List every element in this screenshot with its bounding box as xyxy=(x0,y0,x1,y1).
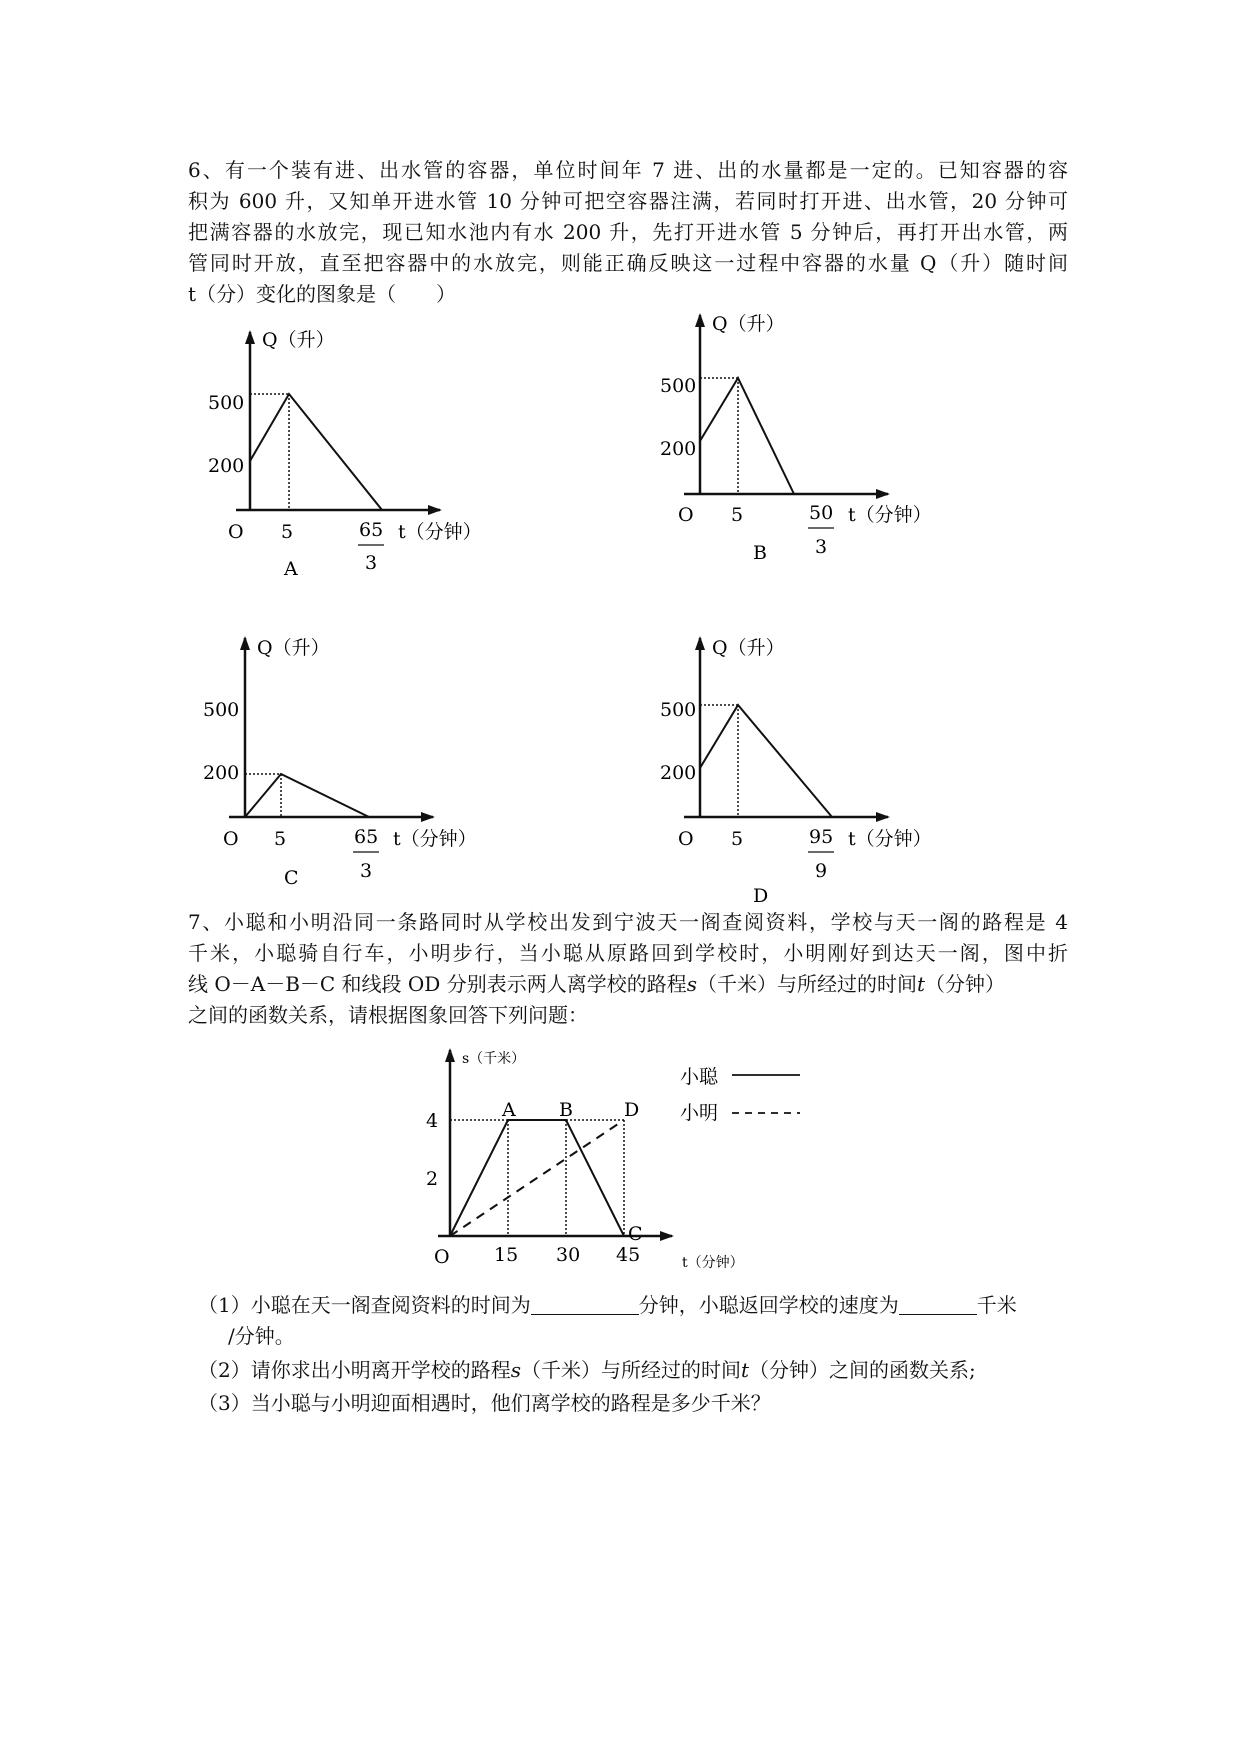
q2-var-s: s xyxy=(510,1358,521,1382)
graph-b-line xyxy=(700,378,794,494)
q6-line-1: 6、有一个装有进、出水管的容器，单位时间年 7 进、出的水量都是一定的。已知容器的容 xyxy=(188,158,1068,182)
graph-a-group xyxy=(208,329,482,580)
q7-line-3-c: （分钟） xyxy=(925,972,1006,996)
q7-var-t: t xyxy=(916,972,926,996)
graph-d-line xyxy=(700,705,832,817)
graph-a-frac-den: 3 xyxy=(365,552,378,574)
chart7-label-b: B xyxy=(559,1099,573,1121)
chart7-xtick-45: 45 xyxy=(616,1244,641,1266)
q1-answer-blank-2[interactable] xyxy=(899,1294,977,1315)
q7-line-1: 7、小聪和小明沿同一条路同时从学校出发到宁波天一阁查阅资料，学校与天一阁的路程是 4 xyxy=(188,910,1068,934)
q7-line-2: 千米，小聪骑自行车，小明步行，当小聪从原路回到学校时，小明刚好到达天一阁，图中折 xyxy=(188,941,1068,965)
graph-c-xlabel: t（分钟） xyxy=(393,828,477,850)
graph-c-ytick-500: 500 xyxy=(203,699,240,721)
graph-b-xlabel: t（分钟） xyxy=(848,504,932,526)
chart7-ytick-4: 4 xyxy=(426,1110,439,1132)
graph-d-frac-den: 9 xyxy=(815,860,828,882)
q7-line-3-a: 线 O－A－B－C 和线段 OD 分别表示两人离学校的路程 xyxy=(188,972,687,996)
graph-d-ytick-500: 500 xyxy=(660,699,697,721)
chart-7 xyxy=(426,1050,800,1271)
graph-c-ytick-200: 200 xyxy=(203,762,240,784)
q7-line-3 xyxy=(188,969,1068,1000)
chart7-xlabel: t（分钟） xyxy=(682,1255,744,1271)
graph-c-line xyxy=(245,774,369,817)
chart7-ylabel: s（千米） xyxy=(462,1051,526,1067)
chart7-origin: O xyxy=(434,1246,450,1268)
chart7-xtick-15: 15 xyxy=(494,1244,519,1266)
q7-line-4: 之间的函数关系，请根据图象回答下列问题： xyxy=(188,1003,588,1027)
graph-d-option-label: D xyxy=(753,885,769,907)
q3-text: （3）当小聪与小明迎面相遇时，他们离学校的路程是多少千米？ xyxy=(198,1391,771,1415)
graph-d-xlabel: t（分钟） xyxy=(848,828,932,850)
chart7-xiaoming-line xyxy=(450,1120,624,1236)
chart7-label-d: D xyxy=(624,1099,640,1121)
graph-b-xtick-5: 5 xyxy=(731,504,744,526)
chart7-xtick-30: 30 xyxy=(556,1244,581,1266)
graph-b-group xyxy=(660,313,932,564)
q6-line-2: 积为 600 升，又知单开进水管 10 分钟可把空容器注满，若同时打开进、出水管，20 分钟可 xyxy=(188,189,1068,213)
graph-b-option-label: B xyxy=(753,542,767,564)
graph-c-frac-num: 65 xyxy=(354,826,379,848)
graph-b-origin: O xyxy=(678,504,694,526)
graph-c-option-label: C xyxy=(284,867,299,889)
sub-question-1 xyxy=(198,1290,1058,1321)
graph-b-ylabel: Q（升） xyxy=(712,313,785,335)
graph-b-frac-den: 3 xyxy=(815,536,828,558)
graph-c-group xyxy=(203,637,477,889)
graph-b-ytick-500: 500 xyxy=(660,375,697,397)
q1-text-a: （1）小聪在天一阁查阅资料的时间为 xyxy=(198,1293,531,1317)
q1-text-d: /分钟。 xyxy=(228,1324,295,1348)
graph-a-option-label: A xyxy=(284,558,298,580)
chart7-legend-solid-label: 小聪 xyxy=(680,1066,719,1088)
graph-a-frac-num: 65 xyxy=(359,519,384,541)
graph-a-ylabel: Q（升） xyxy=(262,329,335,351)
graph-d-ylabel: Q（升） xyxy=(712,637,785,659)
graph-a-xlabel: t（分钟） xyxy=(398,521,482,543)
chart7-legend-dashed-label: 小明 xyxy=(680,1102,719,1124)
chart7-label-c: C xyxy=(628,1223,643,1245)
graph-a-origin: O xyxy=(228,521,244,543)
graph-d-xtick-5: 5 xyxy=(731,828,744,850)
sub-question-2 xyxy=(198,1355,976,1386)
graph-c-xtick-5: 5 xyxy=(274,828,287,850)
graph-c-frac-den: 3 xyxy=(360,860,373,882)
graph-b-ytick-200: 200 xyxy=(660,438,697,460)
graph-d-ytick-200: 200 xyxy=(660,762,697,784)
q1-text-b: 分钟，小聪返回学校的速度为 xyxy=(638,1293,899,1317)
question-7-text xyxy=(188,907,1068,1031)
sub-question-3 xyxy=(198,1388,771,1419)
graph-a-ytick-500: 500 xyxy=(208,392,245,414)
graph-d-frac-num: 95 xyxy=(809,826,834,848)
graph-d-origin: O xyxy=(678,828,694,850)
q1-text-c: 千米 xyxy=(976,1293,1017,1317)
graph-b-frac-num: 50 xyxy=(809,502,834,524)
graph-a-ytick-200: 200 xyxy=(208,455,245,477)
q6-line-3: 把满容器的水放完，现已知水池内有水 200 升，先打开进水管 5 分钟后，再打开出水管，两 xyxy=(188,220,1068,244)
q1-answer-blank-1[interactable] xyxy=(531,1294,639,1315)
q6-line-4: 管同时开放，直至把容器中的水放完，则能正确反映这一过程中容器的水量 Q（升）随时间 xyxy=(188,251,1068,275)
chart7-ytick-2: 2 xyxy=(426,1168,439,1190)
sub-question-1-cont xyxy=(228,1321,295,1352)
graph-c-ylabel: Q（升） xyxy=(257,637,330,659)
q2-text-c: （分钟）之间的函数关系; xyxy=(749,1358,976,1382)
graph-c-origin: O xyxy=(223,828,239,850)
q6-line-5: t（分）变化的图象是（ ） xyxy=(188,282,457,306)
q7-var-s: s xyxy=(686,972,697,996)
q7-line-3-b: （千米）与所经过的时间 xyxy=(696,972,917,996)
q2-text-b: （千米）与所经过的时间 xyxy=(521,1358,741,1382)
graph-a-xtick-5: 5 xyxy=(281,521,294,543)
q2-var-t: t xyxy=(741,1358,750,1382)
graph-d-group xyxy=(660,637,932,907)
graph-a-line xyxy=(250,394,382,510)
chart7-label-a: A xyxy=(502,1099,516,1121)
q2-text-a: （2）请你求出小明离开学校的路程 xyxy=(198,1358,511,1382)
